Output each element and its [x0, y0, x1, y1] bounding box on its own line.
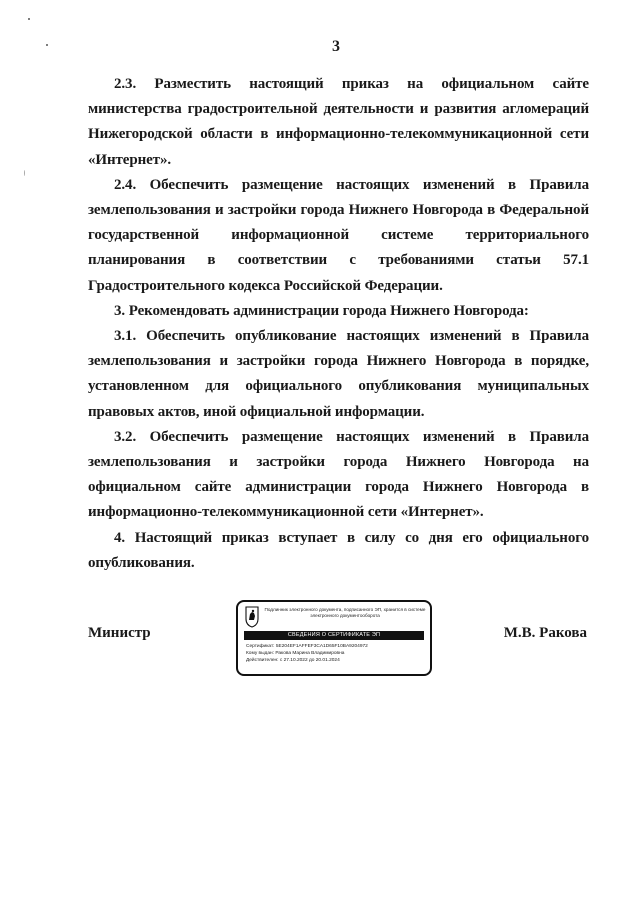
- validity-value: с 27.10.2022 до 20.01.2024: [279, 657, 340, 663]
- stamp-note: Подлинник электронного документа, подписанного ЭП, хранится в системе электронного документооборота: [264, 607, 426, 618]
- paragraph-3-1: 3.1. Обеспечить опубликование настоящих изменений в Правила землепользования и застройки города Нижнего Новгорода в порядке, установленном для официального опубликования муниципальных правовых актов, иной официальной информации.: [88, 328, 589, 420]
- paragraph-3: 3. Рекомендовать администрации города Нижнего Новгорода:: [114, 302, 529, 319]
- scan-speck: [28, 18, 30, 20]
- owner-value: Ракова Марина Владимировна: [275, 650, 345, 656]
- electronic-signature-stamp: [236, 600, 432, 676]
- scan-speck: [46, 44, 48, 46]
- nizhny-novgorod-coat-of-arms-icon: [245, 606, 259, 628]
- paragraph-4: 4. Настоящий приказ вступает в силу со дня его официального опубликования.: [88, 529, 589, 571]
- signature-block: [88, 600, 589, 680]
- owner-label: Кому выдан:: [246, 650, 274, 656]
- document-body: [88, 72, 589, 576]
- certificate-band: СВЕДЕНИЯ О СЕРТИФИКАТЕ ЭП: [244, 631, 424, 640]
- paragraph-3-2: 3.2. Обеспечить размещение настоящих изменений в Правила землепользования и застройки города Нижнего Новгорода на официальном сайте администрации города Нижнего Новгорода в информационно-телекоммуникационной сети «Интернет».: [88, 428, 589, 521]
- validity-label: Действителен:: [246, 657, 279, 663]
- scan-speck: [24, 170, 25, 176]
- certificate-details: [246, 644, 426, 664]
- paragraph-2-3: 2.3. Разместить настоящий приказ на официальном сайте министерства градостроительной деятельности и развития агломераций Нижегородской области в информационно-телекоммуникационной сети «Интернет».: [88, 76, 589, 168]
- certificate-label: Сертификат:: [246, 644, 275, 649]
- signatory-title: Министр: [88, 625, 151, 641]
- certificate-value: 5E204EF1AFFEF3CA1D65F10BA9204972: [275, 644, 368, 649]
- signatory-name: М.В. Ракова: [503, 625, 587, 641]
- page-number: 3: [332, 38, 340, 55]
- paragraph-2-4: 2.4. Обеспечить размещение настоящих изменений в Правила землепользования и застройки города Нижнего Новгорода в Федеральной государственной информационной системе территориального планирования в соответствии с требованиями статьи 57.1 Градостроительного кодекса Российской Федерации.: [88, 176, 589, 294]
